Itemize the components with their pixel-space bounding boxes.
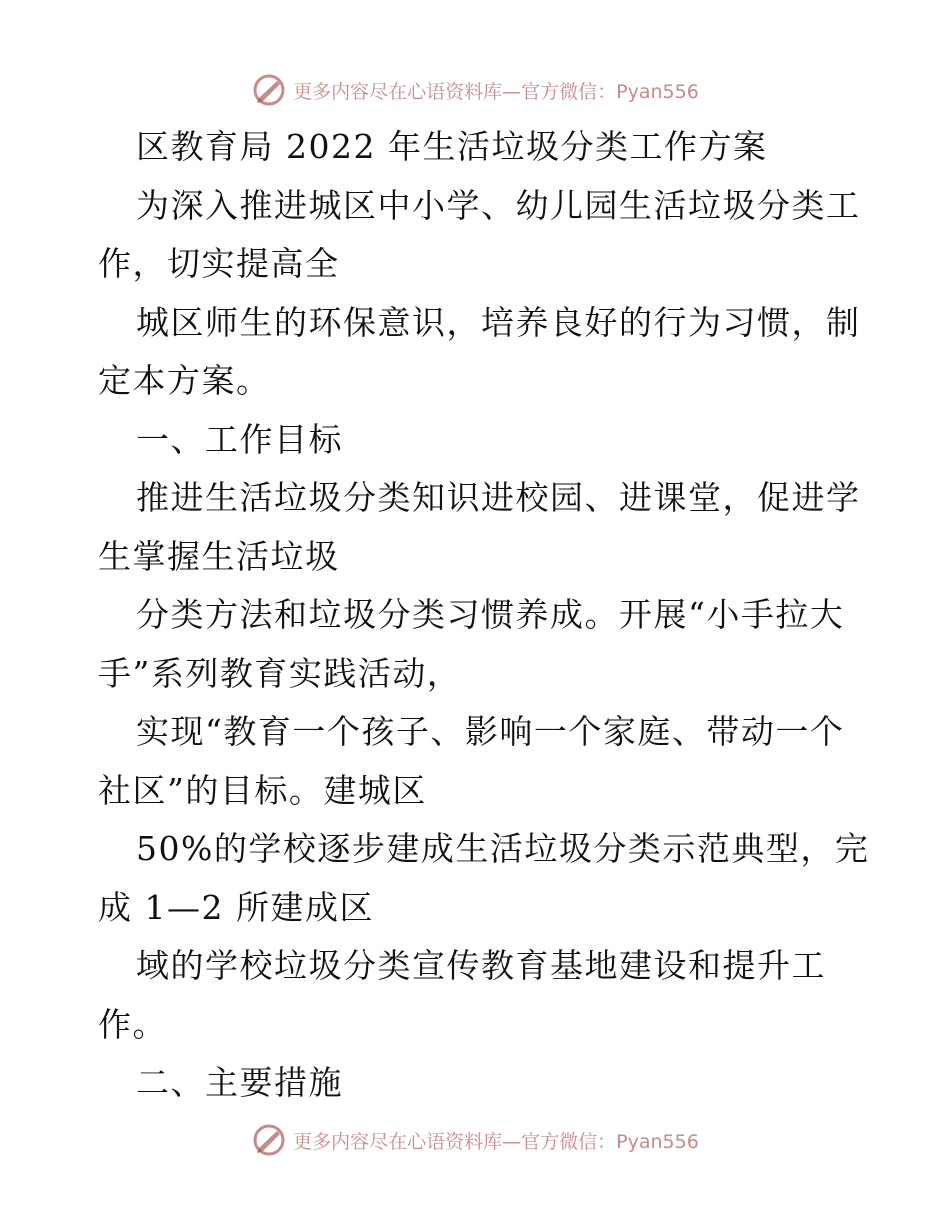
paragraph-line: 50%的学校逐步建成生活垃圾分类示范典型，完 xyxy=(136,829,870,868)
paragraph-line: 作。 xyxy=(98,1004,167,1044)
paragraph-line: 为深入推进城区中小学、幼儿园生活垃圾分类工 xyxy=(136,185,861,225)
paragraph-line: 手”系列教育实践活动， xyxy=(98,653,462,693)
paragraph-line: 作，切实提高全 xyxy=(98,244,340,283)
footer-watermark xyxy=(0,1120,950,1160)
watermark-text: 更多内容尽在心语资料库—官方微信：Pyan556 xyxy=(293,80,699,103)
paragraph-line: 生掌握生活垃圾 xyxy=(98,536,340,576)
paragraph-line: 定本方案。 xyxy=(98,361,271,400)
pen-logo-icon xyxy=(251,72,287,108)
paragraph-line: 城区师生的环保意识，培养良好的行为习惯，制 xyxy=(136,302,861,342)
paragraph-line: 分类方法和垃圾分类习惯养成。开展“小手拉大 xyxy=(136,595,845,634)
paragraph-line: 实现“教育一个孩子、影响一个家庭、带动一个 xyxy=(136,712,845,751)
header-watermark xyxy=(0,70,950,110)
paragraph-line: 社区”的目标。建城区 xyxy=(98,770,427,810)
pen-logo-icon xyxy=(251,1122,287,1158)
paragraph-line: 成 1—2 所建成区 xyxy=(98,887,374,927)
section-heading: 一、工作目标 xyxy=(136,419,343,459)
paragraph-line: 推进生活垃圾分类知识进校园、进课堂，促进学 xyxy=(136,478,861,517)
document-title: 区教育局 2022 年生活垃圾分类工作方案 xyxy=(136,127,768,166)
document-body xyxy=(98,118,870,1113)
watermark-text: 更多内容尽在心语资料库—官方微信：Pyan556 xyxy=(293,1130,699,1153)
section-heading: 二、主要措施 xyxy=(136,1063,343,1102)
paragraph-line: 域的学校垃圾分类宣传教育基地建设和提升工 xyxy=(136,946,826,985)
